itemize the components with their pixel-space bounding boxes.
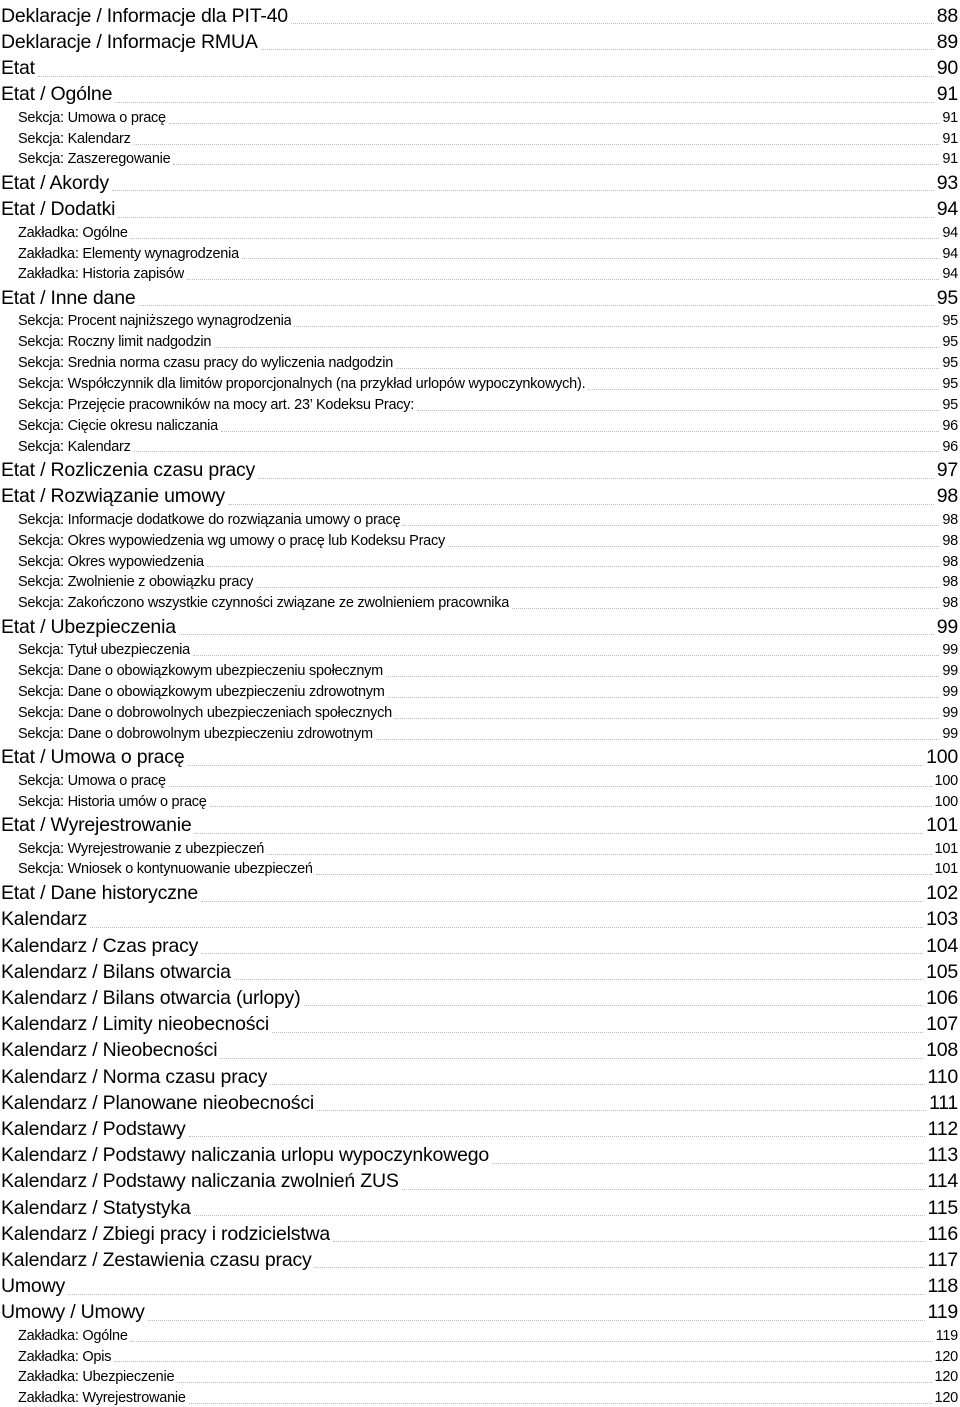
toc-entry[interactable]: [0, 1298, 958, 1324]
dot-leader: [68, 1293, 924, 1295]
toc-entry[interactable]: [0, 1271, 958, 1297]
toc-page-number: 90: [936, 57, 958, 80]
toc-subentry[interactable]: [0, 570, 958, 591]
toc-entry[interactable]: [0, 1219, 958, 1245]
toc-entry-title: Kalendarz / Nieobecności: [1, 1040, 218, 1062]
toc-page-number: 114: [927, 1170, 958, 1193]
toc-entry[interactable]: [0, 482, 958, 508]
toc-page-number: 99: [942, 725, 958, 742]
toc-entry-title: Sekcja: Okres wypowiedzenia wg umowy o pracę lub Kodeksu Pracy: [18, 533, 445, 549]
toc-page-number: 100: [934, 772, 958, 789]
toc-page-number: 120: [934, 1369, 958, 1386]
toc-subentry[interactable]: [0, 1366, 958, 1387]
toc-subentry[interactable]: [0, 659, 958, 680]
toc-page-number: 112: [927, 1117, 958, 1140]
toc-entry-title: Zakładka: Wyrejestrowanie: [18, 1391, 186, 1407]
toc-page-number: 119: [927, 1301, 958, 1324]
toc-subentry[interactable]: [0, 310, 958, 331]
toc-page-number: 101: [926, 814, 958, 837]
toc-page-number: 93: [936, 172, 958, 195]
toc-page-number: 91: [942, 151, 958, 168]
toc-entry-title: Etat: [1, 58, 35, 80]
dot-leader: [386, 675, 939, 677]
toc-subentry[interactable]: [0, 680, 958, 701]
toc-entry-title: Etat / Akordy: [1, 173, 109, 195]
toc-entry-title: Sekcja: Przejęcie pracowników na mocy art. 23’ Kodeksu Pracy:: [18, 397, 415, 413]
toc-subentry[interactable]: [0, 148, 958, 169]
toc-entry[interactable]: [0, 983, 958, 1009]
toc-entry[interactable]: [0, 1193, 958, 1219]
toc-page-number: 101: [934, 840, 958, 857]
toc-entry[interactable]: [0, 957, 958, 983]
toc-entry-title: Kalendarz / Czas pracy: [1, 935, 199, 957]
toc-entry-title: Zakładka: Ubezpieczenie: [18, 1370, 175, 1386]
toc-entry-title: Sekcja: Zakończono wszystkie czynności związane ze zwolnieniem pracownika: [18, 596, 510, 612]
toc-entry-title: Kalendarz: [1, 909, 88, 931]
toc-entry[interactable]: [0, 1088, 958, 1114]
toc-entry-title: Sekcja: Średnia norma czasu pracy do wyliczenia nadgodzin: [18, 356, 394, 372]
dot-leader: [115, 101, 933, 103]
dot-leader: [220, 1057, 923, 1059]
toc-entry-title: Etat / Ubezpieczenia: [1, 616, 176, 638]
dot-leader: [256, 586, 939, 588]
dot-leader: [492, 1162, 924, 1164]
toc-entry-title: Sekcja: Wniosek o kontynuowanie ubezpieczeń: [18, 862, 313, 878]
toc-entry[interactable]: [0, 878, 958, 904]
toc-entry-title: Sekcja: Cięcie okresu naliczania: [18, 418, 218, 434]
toc-page-number: 98: [942, 511, 958, 528]
toc-entry-title: Sekcja: Dane o obowiązkowym ubezpieczeniu zdrowotnym: [18, 684, 385, 700]
dot-leader: [118, 216, 933, 218]
dot-leader: [267, 853, 931, 855]
toc-page-number: 101: [934, 861, 958, 878]
toc-entry-title: Etat / Rozwiązanie umowy: [1, 486, 225, 508]
toc-subentry[interactable]: [0, 1345, 958, 1366]
toc-page-number: 110: [927, 1065, 958, 1088]
dot-leader: [194, 1214, 925, 1216]
toc-page-number: 89: [936, 30, 958, 53]
toc-entry-title: Sekcja: Roczny limit nadgodzin: [18, 335, 212, 351]
toc-page-number: 113: [927, 1144, 958, 1167]
dot-leader: [187, 278, 939, 280]
toc-page-number: 120: [934, 1348, 958, 1365]
toc-entry[interactable]: [0, 1140, 958, 1166]
toc-page-number: 98: [936, 485, 958, 508]
toc-subentry[interactable]: [0, 351, 958, 372]
toc-entry-title: Umowy / Umowy: [1, 1302, 145, 1324]
toc-entry[interactable]: [0, 1009, 958, 1035]
dot-leader: [177, 1381, 931, 1383]
toc-entry-title: Kalendarz / Zbiegi pracy i rodzicielstwa: [1, 1223, 331, 1245]
toc-entry-title: Etat / Inne dane: [1, 288, 136, 310]
dot-leader: [38, 75, 934, 77]
toc-page-number: 103: [926, 908, 958, 931]
dot-leader: [261, 48, 934, 50]
toc-entry-title: Zakładka: Elementy wynagrodzenia: [18, 246, 239, 262]
dot-leader: [114, 1360, 931, 1362]
toc-entry-title: Etat / Ogólne: [1, 84, 113, 106]
toc-page-number: 117: [927, 1248, 958, 1271]
dot-leader: [228, 503, 934, 505]
toc-entry[interactable]: [0, 1, 958, 27]
dot-leader: [512, 607, 939, 609]
toc-page-number: 94: [942, 224, 958, 241]
dot-leader: [90, 926, 923, 928]
toc-page-number: 91: [942, 109, 958, 126]
toc-entry-title: Zakładka: Opis: [18, 1349, 112, 1365]
toc-subentry[interactable]: [0, 127, 958, 148]
toc-entry-title: Etat / Wyrejestrowanie: [1, 815, 192, 837]
toc-entry-title: Sekcja: Tytuł ubezpieczenia: [18, 643, 190, 659]
toc-entry[interactable]: [0, 1036, 958, 1062]
toc-entry[interactable]: [0, 1245, 958, 1271]
toc-entry-title: Kalendarz / Limity nieobecności: [1, 1014, 270, 1036]
toc-entry-title: Sekcja: Historia umów o pracę: [18, 794, 207, 810]
toc-entry-title: Sekcja: Okres wypowiedzenia: [18, 554, 204, 570]
toc-subentry[interactable]: [0, 837, 958, 858]
toc-page-number: 95: [936, 287, 958, 310]
toc-entry[interactable]: [0, 811, 958, 837]
dot-leader: [139, 304, 934, 306]
dot-leader: [221, 430, 939, 432]
dot-leader: [214, 346, 939, 348]
toc-entry-title: Zakładka: Ogólne: [18, 225, 128, 241]
toc-entry[interactable]: [0, 1114, 958, 1140]
dot-leader: [189, 1135, 925, 1137]
toc-page-number: 99: [936, 615, 958, 638]
toc-subentry[interactable]: [0, 508, 958, 529]
toc-entry-title: Umowy: [1, 1276, 66, 1298]
toc-page-number: 120: [934, 1390, 958, 1407]
toc-page-number: 116: [927, 1222, 958, 1245]
dot-leader: [272, 1031, 923, 1033]
toc-subentry[interactable]: [0, 591, 958, 612]
toc-page-number: 95: [942, 355, 958, 372]
toc-entry-title: Sekcja: Kalendarz: [18, 439, 131, 455]
toc-entry[interactable]: [0, 612, 958, 638]
dot-leader: [315, 1266, 925, 1268]
dot-leader: [376, 738, 940, 740]
dot-leader: [396, 367, 939, 369]
toc-entry-title: Zakładka: Ogólne: [18, 1328, 128, 1344]
dot-leader: [169, 785, 932, 787]
toc-page-number: 119: [935, 1327, 958, 1344]
toc-page-number: 100: [934, 793, 958, 810]
toc-entry-title: Kalendarz / Zestawienia czasu pracy: [1, 1249, 312, 1271]
toc-page-number: 95: [942, 376, 958, 393]
toc-page-number: 97: [936, 459, 958, 482]
dot-leader: [588, 388, 939, 390]
toc-page-number: 91: [936, 83, 958, 106]
dot-leader: [402, 1188, 925, 1190]
toc-entry-title: Etat / Rozliczenia czasu pracy: [1, 460, 256, 482]
toc-entry[interactable]: [0, 195, 958, 221]
dot-leader: [179, 633, 934, 635]
toc-entry-title: Etat / Dodatki: [1, 199, 116, 221]
toc-page-number: 94: [936, 198, 958, 221]
toc-entry[interactable]: [0, 283, 958, 309]
toc-page-number: 98: [942, 595, 958, 612]
dot-leader: [448, 545, 939, 547]
dot-leader: [417, 409, 939, 411]
dot-leader: [201, 952, 923, 954]
toc-page-number: 107: [926, 1013, 958, 1036]
toc-page-number: 106: [926, 986, 958, 1009]
toc-subentry[interactable]: [0, 638, 958, 659]
toc-page-number: 115: [927, 1196, 958, 1219]
toc-subentry[interactable]: [0, 529, 958, 550]
dot-leader: [131, 237, 940, 239]
toc-entry-title: Sekcja: Umowa o pracę: [18, 773, 166, 789]
toc-entry[interactable]: [0, 1062, 958, 1088]
dot-leader: [258, 477, 934, 479]
toc-entry[interactable]: [0, 743, 958, 769]
toc-entry[interactable]: [0, 456, 958, 482]
toc-entry[interactable]: [0, 1167, 958, 1193]
toc-entry-title: Sekcja: Zwolnienie z obowiązku pracy: [18, 575, 254, 591]
dot-leader: [169, 122, 939, 124]
toc-page-number: 98: [942, 574, 958, 591]
dot-leader: [333, 1240, 924, 1242]
dot-leader: [270, 1083, 924, 1085]
toc-entry-title: Kalendarz / Podstawy naliczania zwolnień ZUS: [1, 1171, 399, 1193]
toc-entry-title: Deklaracje / Informacje RMUA: [1, 31, 258, 53]
toc-subentry[interactable]: [0, 106, 958, 127]
toc-subentry[interactable]: [0, 435, 958, 456]
toc-page-number: 96: [942, 417, 958, 434]
dot-leader: [188, 764, 924, 766]
toc-subentry[interactable]: [0, 769, 958, 790]
toc-subentry[interactable]: [0, 221, 958, 242]
dot-leader: [195, 832, 924, 834]
dot-leader: [134, 143, 940, 145]
toc-entry-title: Kalendarz / Bilans otwarcia (urlopy): [1, 987, 301, 1009]
dot-leader: [304, 1004, 924, 1006]
dot-leader: [193, 654, 939, 656]
toc-subentry[interactable]: [0, 858, 958, 879]
toc-entry-title: Sekcja: Zaszeregowanie: [18, 152, 171, 168]
toc-page-number: 95: [942, 396, 958, 413]
toc-subentry[interactable]: [0, 1324, 958, 1345]
toc-entry-title: Kalendarz / Norma czasu pracy: [1, 1066, 268, 1088]
toc-page-number: 91: [942, 130, 958, 147]
toc-entry[interactable]: [0, 53, 958, 79]
toc-entry[interactable]: [0, 80, 958, 106]
toc-entry[interactable]: [0, 905, 958, 931]
toc-page-number: 108: [926, 1039, 958, 1062]
toc-subentry[interactable]: [0, 790, 958, 811]
toc-page-number: 111: [928, 1091, 958, 1114]
dot-leader: [134, 450, 940, 452]
toc-page-number: 118: [927, 1275, 958, 1298]
toc-entry-title: Etat / Umowa o pracę: [1, 747, 185, 769]
toc-entry-title: Sekcja: Umowa o pracę: [18, 110, 166, 126]
toc-page-number: 94: [942, 266, 958, 283]
toc-entry-title: Kalendarz / Bilans otwarcia: [1, 961, 231, 983]
dot-leader: [148, 1319, 925, 1321]
toc-page-number: 94: [942, 245, 958, 262]
toc-subentry[interactable]: [0, 1386, 958, 1407]
dot-leader: [316, 873, 932, 875]
toc-entry-title: Sekcja: Dane o dobrowolnych ubezpieczeniach społecznych: [18, 705, 392, 721]
toc-subentry[interactable]: [0, 330, 958, 351]
toc-entry-title: Kalendarz / Statystyka: [1, 1197, 191, 1219]
dot-leader: [234, 978, 923, 980]
dot-leader: [201, 900, 923, 902]
toc-entry-title: Kalendarz / Podstawy naliczania urlopu wypoczynkowego: [1, 1145, 490, 1167]
toc-entry-title: Sekcja: Informacje dodatkowe do rozwiązania umowy o pracę: [18, 512, 401, 528]
toc-page-number: 100: [926, 746, 958, 769]
toc-entry-title: Sekcja: Dane o dobrowolnym ubezpieczeniu zdrowotnym: [18, 726, 373, 742]
toc-page-number: 88: [936, 4, 958, 27]
toc-page-number: 105: [926, 960, 958, 983]
dot-leader: [317, 1109, 926, 1111]
toc-subentry[interactable]: [0, 414, 958, 435]
toc-page-number: 104: [926, 934, 958, 957]
toc-entry-title: Deklaracje / Informacje dla PIT-40: [1, 5, 288, 27]
toc-page-number: 102: [926, 882, 958, 905]
toc-subentry[interactable]: [0, 262, 958, 283]
toc-entry-title: Etat / Dane historyczne: [1, 883, 198, 905]
toc-page-number: 99: [942, 683, 958, 700]
toc-subentry[interactable]: [0, 393, 958, 414]
toc-subentry[interactable]: [0, 242, 958, 263]
toc-entry-title: Sekcja: Wyrejestrowanie z ubezpieczeń: [18, 841, 265, 857]
dot-leader: [207, 565, 939, 567]
dot-leader: [388, 696, 940, 698]
toc-page-number: 95: [942, 313, 958, 330]
toc-subentry[interactable]: [0, 701, 958, 722]
toc-page-number: 95: [942, 334, 958, 351]
toc-page-number: 96: [942, 438, 958, 455]
toc-entry-title: Zakładka: Historia zapisów: [18, 267, 184, 283]
dot-leader: [112, 189, 934, 191]
toc-entry-title: Sekcja: Procent najniższego wynagrodzenia: [18, 314, 292, 330]
toc-entry[interactable]: [0, 27, 958, 53]
toc-entry-title: Kalendarz / Podstawy: [1, 1118, 186, 1140]
dot-leader: [173, 163, 939, 165]
toc-entry-title: Kalendarz / Planowane nieobecności: [1, 1092, 314, 1114]
toc-subentry[interactable]: [0, 722, 958, 743]
toc-subentry[interactable]: [0, 372, 958, 393]
dot-leader: [210, 805, 932, 807]
toc-entry-title: Sekcja: Dane o obowiązkowym ubezpieczeniu społecznym: [18, 664, 383, 680]
dot-leader: [131, 1340, 933, 1342]
toc-page-number: 99: [942, 663, 958, 680]
toc-page-number: 99: [942, 642, 958, 659]
dot-leader: [294, 325, 939, 327]
dot-leader: [403, 524, 939, 526]
dot-leader: [395, 717, 939, 719]
toc-subentry[interactable]: [0, 550, 958, 571]
toc-entry[interactable]: [0, 931, 958, 957]
toc-page-number: 99: [942, 704, 958, 721]
toc-entry-title: Sekcja: Współczynnik dla limitów proporcjonalnych (na przykład urlopów wypoczynkowych).: [18, 377, 586, 393]
dot-leader: [242, 257, 939, 259]
toc-page-number: 98: [942, 532, 958, 549]
dot-leader: [291, 22, 934, 24]
toc-page-number: 98: [942, 553, 958, 570]
dot-leader: [189, 1402, 932, 1404]
toc-entry-title: Sekcja: Kalendarz: [18, 131, 131, 147]
toc-entry[interactable]: [0, 168, 958, 194]
